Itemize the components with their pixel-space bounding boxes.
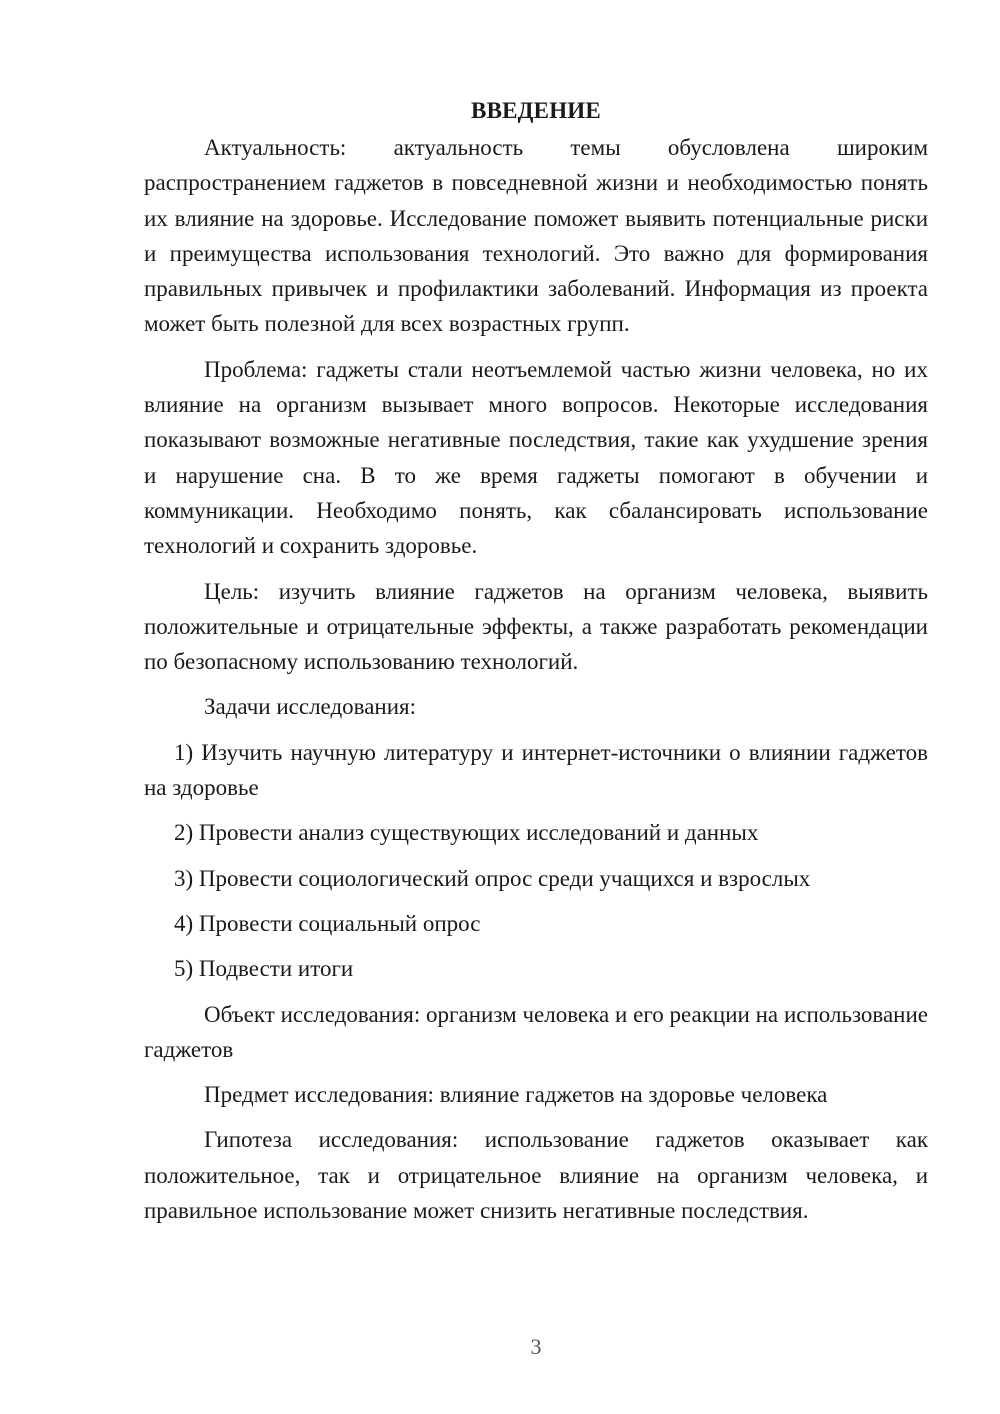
tasks-heading: Задачи исследования: <box>204 694 417 720</box>
list-item: 5) Подвести итоги <box>174 956 354 982</box>
section-heading: ВВЕДЕНИЕ <box>471 98 601 123</box>
goal-paragraph: Цель: изучить влияние гаджетов на организм человека, выявить положительные и отрицательные эффекты, а также разработать рекомендации по безопасному использованию технологий. <box>144 578 928 675</box>
page-content <box>144 96 928 1238</box>
problem-paragraph: Проблема: гаджеты стали неотъемлемой частью жизни человека, но их влияние на организм вызывает много вопросов. Некоторые исследования показывают возможные негативные последствия, такие как ухудшение зрения и нарушение сна. В то же время гаджеты помогают в обучении и коммуникации. Необходимо понять, как сбалансировать использование технологий и сохранить здоровье. <box>144 356 928 559</box>
tasks-list <box>144 735 928 987</box>
list-item: 1) Изучить научную литературу и интернет-источники о влиянии гаджетов на здоровье <box>144 739 928 801</box>
object-paragraph: Объект исследования: организм человека и его реакции на использование гаджетов <box>144 1001 928 1062</box>
list-item: 4) Провести социальный опрос <box>174 910 481 936</box>
subject-paragraph: Предмет исследования: влияние гаджетов на здоровье человека <box>204 1082 828 1108</box>
relevance-paragraph: Актуальность: актуальность темы обусловлена широким распространением гаджетов в повседневной жизни и необходимостью понять их влияние на здоровье. Исследование поможет выявить потенциальные риски и преимущества использования технологий. Это важно для формирования правильных привычек и профилактики заболеваний. Информация из проекта может быть полезной для всех возрастных групп. <box>144 135 928 337</box>
hypothesis-paragraph: Гипотеза исследования: использование гаджетов оказывает как положительное, так и отрицательное влияние на организм человека, и правильное использование может снизить негативные последствия. <box>144 1127 928 1224</box>
list-item: 3) Провести социологический опрос среди учащихся и взрослых <box>174 865 811 891</box>
page-number: 3 <box>530 1334 542 1359</box>
list-item: 2) Провести анализ существующих исследований и данных <box>174 820 759 846</box>
